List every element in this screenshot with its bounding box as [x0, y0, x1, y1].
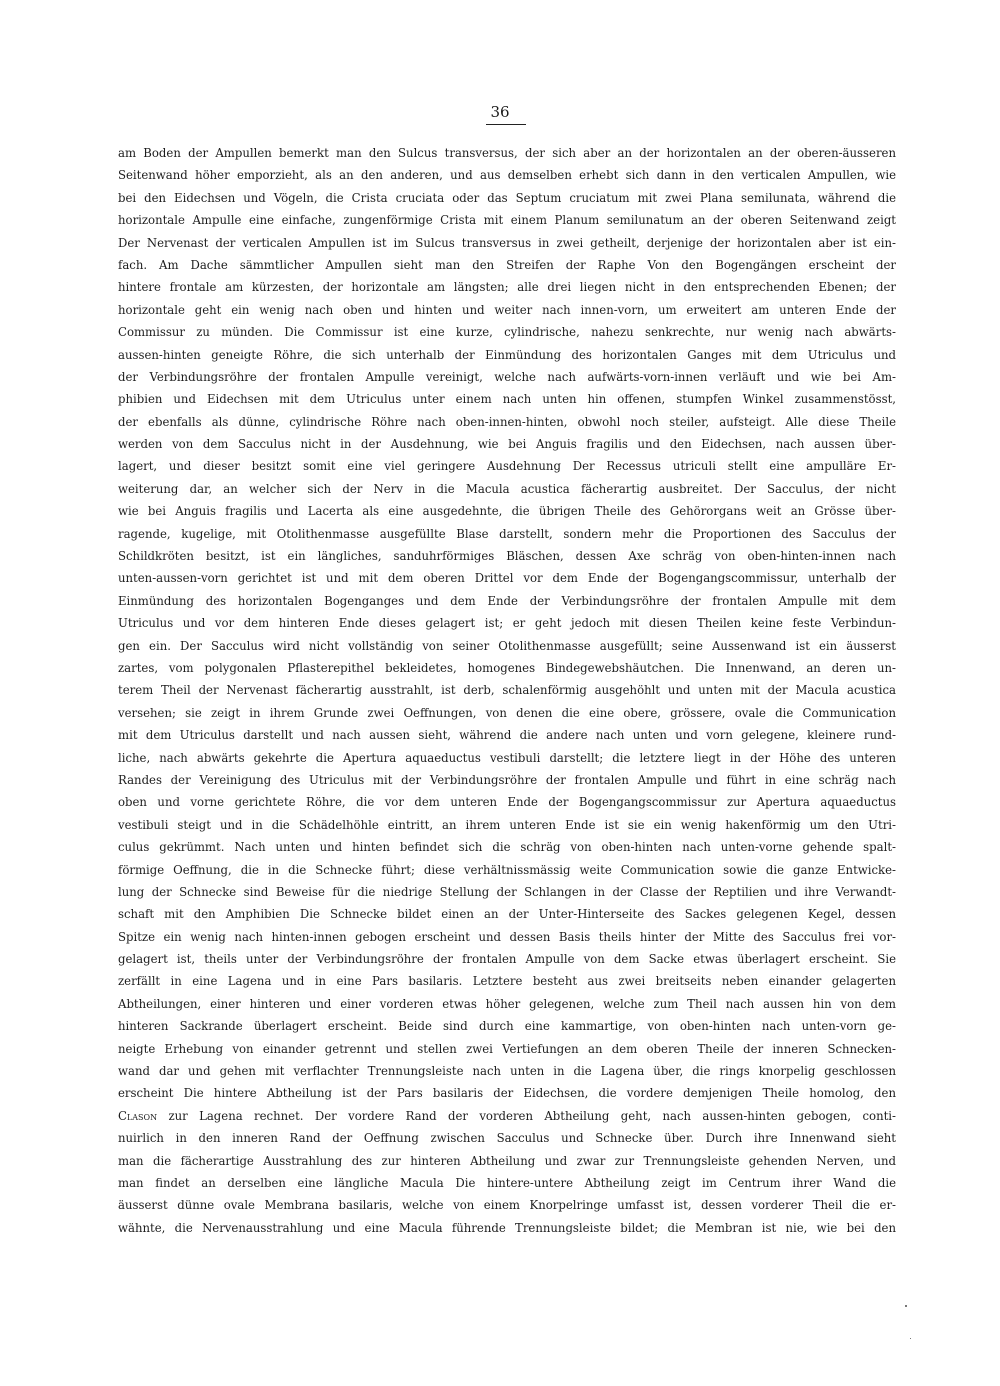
text-line: fach. Am Dache sämmtlicher Ampullen sieht man den Streifen der Raphe Von den Bogengängen erscheint der [118, 257, 896, 272]
scan-speck [910, 1338, 911, 1339]
text-line: horizontale geht ein wenig nach oben und hinten und weiter nach innen-vorn, um erweitert am unteren Ende der [118, 302, 896, 317]
text-line: am Boden der Ampullen bemerkt man den Sulcus transversus, der sich aber an der horizontalen an der oberen-äusseren [118, 146, 896, 160]
text-line: Randes der Vereinigung des Utriculus mit der Verbindungsröhre der frontalen Ampulle und führt in eine schräg nach [118, 772, 896, 787]
text-line: oben und vorne gerichtete Röhre, die vor dem unteren Ende der Bogengangscommissur zur Apertura aquaeductus [118, 795, 896, 810]
header-rule [486, 124, 526, 125]
text-line: lagert, und dieser besitzt somit eine viel geringere Ausdehnung Der Recessus utriculi stellt eine ampulläre Er- [118, 459, 896, 474]
text-line: nuirlich in den inneren Rand der Oeffnung zwischen Sacculus und Schnecke über. Durch ihre Innenwand sieht [118, 1131, 896, 1146]
text-line: zerfällt in eine Lagena und in eine Pars basilaris. Letztere besteht aus zwei breitseits neben einander gelagerten [118, 974, 896, 989]
text-line: culus gekrümmt. Nach unten und hinten befindet sich die schräg von oben-hinten nach unten-vorne gehende spalt- [118, 840, 896, 855]
text-line: Schildkröten besitzt, ist ein längliches, sanduhrförmiges Bläschen, dessen Axe schräg von oben-hinten-innen nach [118, 549, 896, 564]
text-line: Clason zur Lagena rechnet. Der vordere Rand der vorderen Abtheilung geht, nach aussen-hinten gebogen, conti- [118, 1108, 896, 1123]
text-line: wähnte, die Nervenausstrahlung und eine Macula führende Trennungsleiste bildet; die Membran ist nie, wie bei den [118, 1220, 896, 1235]
text-line: Abtheilungen, einer hinteren und einer vorderen etwas höher gelegenen, welche zum Theil nach aussen hin von dem [118, 996, 896, 1011]
text-line: gelagert ist, theils unter der Verbindungsröhre der frontalen Ampulle von dem Sacke etwas überlagert erscheint. Sie [118, 952, 896, 967]
text-line: vestibuli steigt und in die Schädelhöhle eintritt, an ihrem unteren Ende ist sie ein wenig hakenförmig um den Utri- [118, 817, 896, 832]
text-line: man findet an derselben eine längliche Macula Die hintere-untere Abtheilung zeigt im Centrum ihrer Wand die [118, 1175, 896, 1190]
text-line: Der Nervenast der verticalen Ampullen ist im Sulcus transversus in zwei getheilt, derjenige der horizontalen aber ist ein- [118, 235, 896, 250]
text-line: der Verbindungsröhre der frontalen Ampulle vereinigt, welche nach aufwärts-vorn-innen verläuft und wie bei Am- [118, 369, 896, 384]
text-line: werden von dem Sacculus nicht in der Ausdehnung, wie bei Anguis fragilis und den Eidechsen, nach aussen über- [118, 437, 896, 452]
text-line: Utriculus und vor dem hinteren Ende dieses gelagert ist; er geht jedoch mit diesen Theilen keine feste Verbindun- [118, 616, 896, 631]
text-line: äusserst dünne ovale Membrana basilaris, welche von einem Knorpelringe umfasst ist, dessen vorderer Theil die er- [118, 1198, 896, 1213]
text-line: terem Theil der Nervenast fächerartig ausstrahlt, ist derb, schalenförmig ausgehöhlt und unten mit der Macula acustica [118, 683, 896, 698]
text-line: liche, nach abwärts gekehrte die Apertura aquaeductus vestibuli darstellt; die letztere liegt in der Höhe des unteren [118, 750, 896, 765]
text-line: schaft mit den Amphibien Die Schnecke bildet einen an der Unter-Hinterseite des Sackes gelegenen Kegel, dessen [118, 907, 896, 922]
text-line: Spitze ein wenig nach hinten-innen gebogen erscheint und dessen Basis theils hinter der Mitte des Sacculus frei vor- [118, 929, 896, 944]
text-line: der ebenfalls als dünne, cylindrische Röhre nach oben-innen-hinten, obwohl noch steiler, aufsteigt. Alle diese Theile [118, 414, 896, 429]
text-line: versehen; sie zeigt in ihrem Grunde zwei Oeffnungen, von denen die eine obere, grössere, ovale die Communication [118, 705, 896, 720]
text-line: Commissur zu münden. Die Commissur ist eine kurze, cylindrische, nahezu senkrechte, nur wenig nach abwärts- [118, 325, 896, 340]
text-line: ragende, kugelige, mit Otolithenmasse ausgefüllte Blase darstellt, sondern mehr die Proportionen des Sacculus der [118, 526, 896, 541]
text-line: neigte Erhebung von einander getrennt und stellen zwei Vertiefungen an dem oberen Theile der inneren Schnecken- [118, 1041, 896, 1056]
text-line: unten-aussen-vorn gerichtet ist und mit dem oberen Drittel vor dem Ende der Bogengangscommissur, unterhalb der [118, 571, 896, 586]
text-line: gen ein. Der Sacculus wird nicht vollständig von seiner Otolithenmasse ausgefüllt; seine Aussenwand ist ein äusserst [118, 638, 896, 653]
text-line: zartes, vom polygonalen Pflasterepithel bekleidetes, homogenes Bindegewebshäutchen. Die Innenwand, an deren un- [118, 660, 896, 675]
body-text [118, 142, 896, 1262]
text-line: lung der Schnecke sind Beweise für die niedrige Stellung der Schlangen in der Classe der Reptilien und ihre Verwandt- [118, 884, 896, 899]
text-line: wand dar und gehen mit verflachter Trennungsleiste nach unten in die Lagena über, die rings knorpelig geschlossen [118, 1064, 896, 1079]
text-line: aussen-hinten geneigte Röhre, die sich unterhalb der Einmündung des horizontalen Ganges mit dem Utriculus und [118, 347, 896, 362]
text-line: horizontale Ampulle eine einfache, zungenförmige Crista mit einem Planum semilunatum an der oberen Seitenwand zeigt [118, 213, 896, 228]
text-line: mit dem Utriculus darstellt und nach aussen sieht, während die andere nach unten und vorn gelegene, kleinere rund- [118, 728, 896, 743]
text-line [118, 1239, 896, 1261]
text-line: hintere frontale am kürzesten, der horizontale am längsten; alle drei liegen nicht in den entsprechenden Ebenen; der [118, 280, 896, 295]
scan-speck [905, 1305, 907, 1307]
text-line: bei den Eidechsen und Vögeln, die Crista cruciata oder das Septum cruciatum mit zwei Plana semilunata, während die [118, 190, 896, 205]
text-line: hinteren Sackrande überlagert erscheint. Beide sind durch eine kammartige, von oben-hinten nach unten-vorn ge- [118, 1019, 896, 1034]
text-line: phibien und Eidechsen mit dem Utriculus unter einem nach unten hin offenen, stumpfen Winkel zusammenstösst, [118, 392, 896, 407]
text-line: erscheint Die hintere Abtheilung ist der Pars basilaris der Eidechsen, die vordere demjenigen Theile homolog, den [118, 1086, 896, 1101]
text-line: förmige Oeffnung, die in die Schnecke führt; diese verhältnissmässig weite Communication sowie die ganze Entwicke- [118, 862, 896, 877]
text-line: Einmündung des horizontalen Bogenganges und dem Ende der Verbindungsröhre der frontalen Ampulle mit dem [118, 593, 896, 608]
text-line: wie bei Anguis fragilis und Lacerta als eine ausgedehnte, die übrigen Theile des Gehörorgans weit an Grösse über- [118, 504, 896, 519]
text-line: weiterung dar, an welcher sich der Nerv in die Macula acustica fächerartig ausbreitet. Der Sacculus, der nicht [118, 481, 896, 496]
page-number: 36 [490, 103, 510, 121]
text-line: Seitenwand höher emporzieht, als an den anderen, und aus demselben erhebt sich dann in den verticalen Ampullen, wie [118, 168, 896, 183]
text-line: man die fächerartige Ausstrahlung des zur hinteren Abtheilung und zwar zur Trennungsleiste gehenden Nerven, und [118, 1153, 896, 1168]
